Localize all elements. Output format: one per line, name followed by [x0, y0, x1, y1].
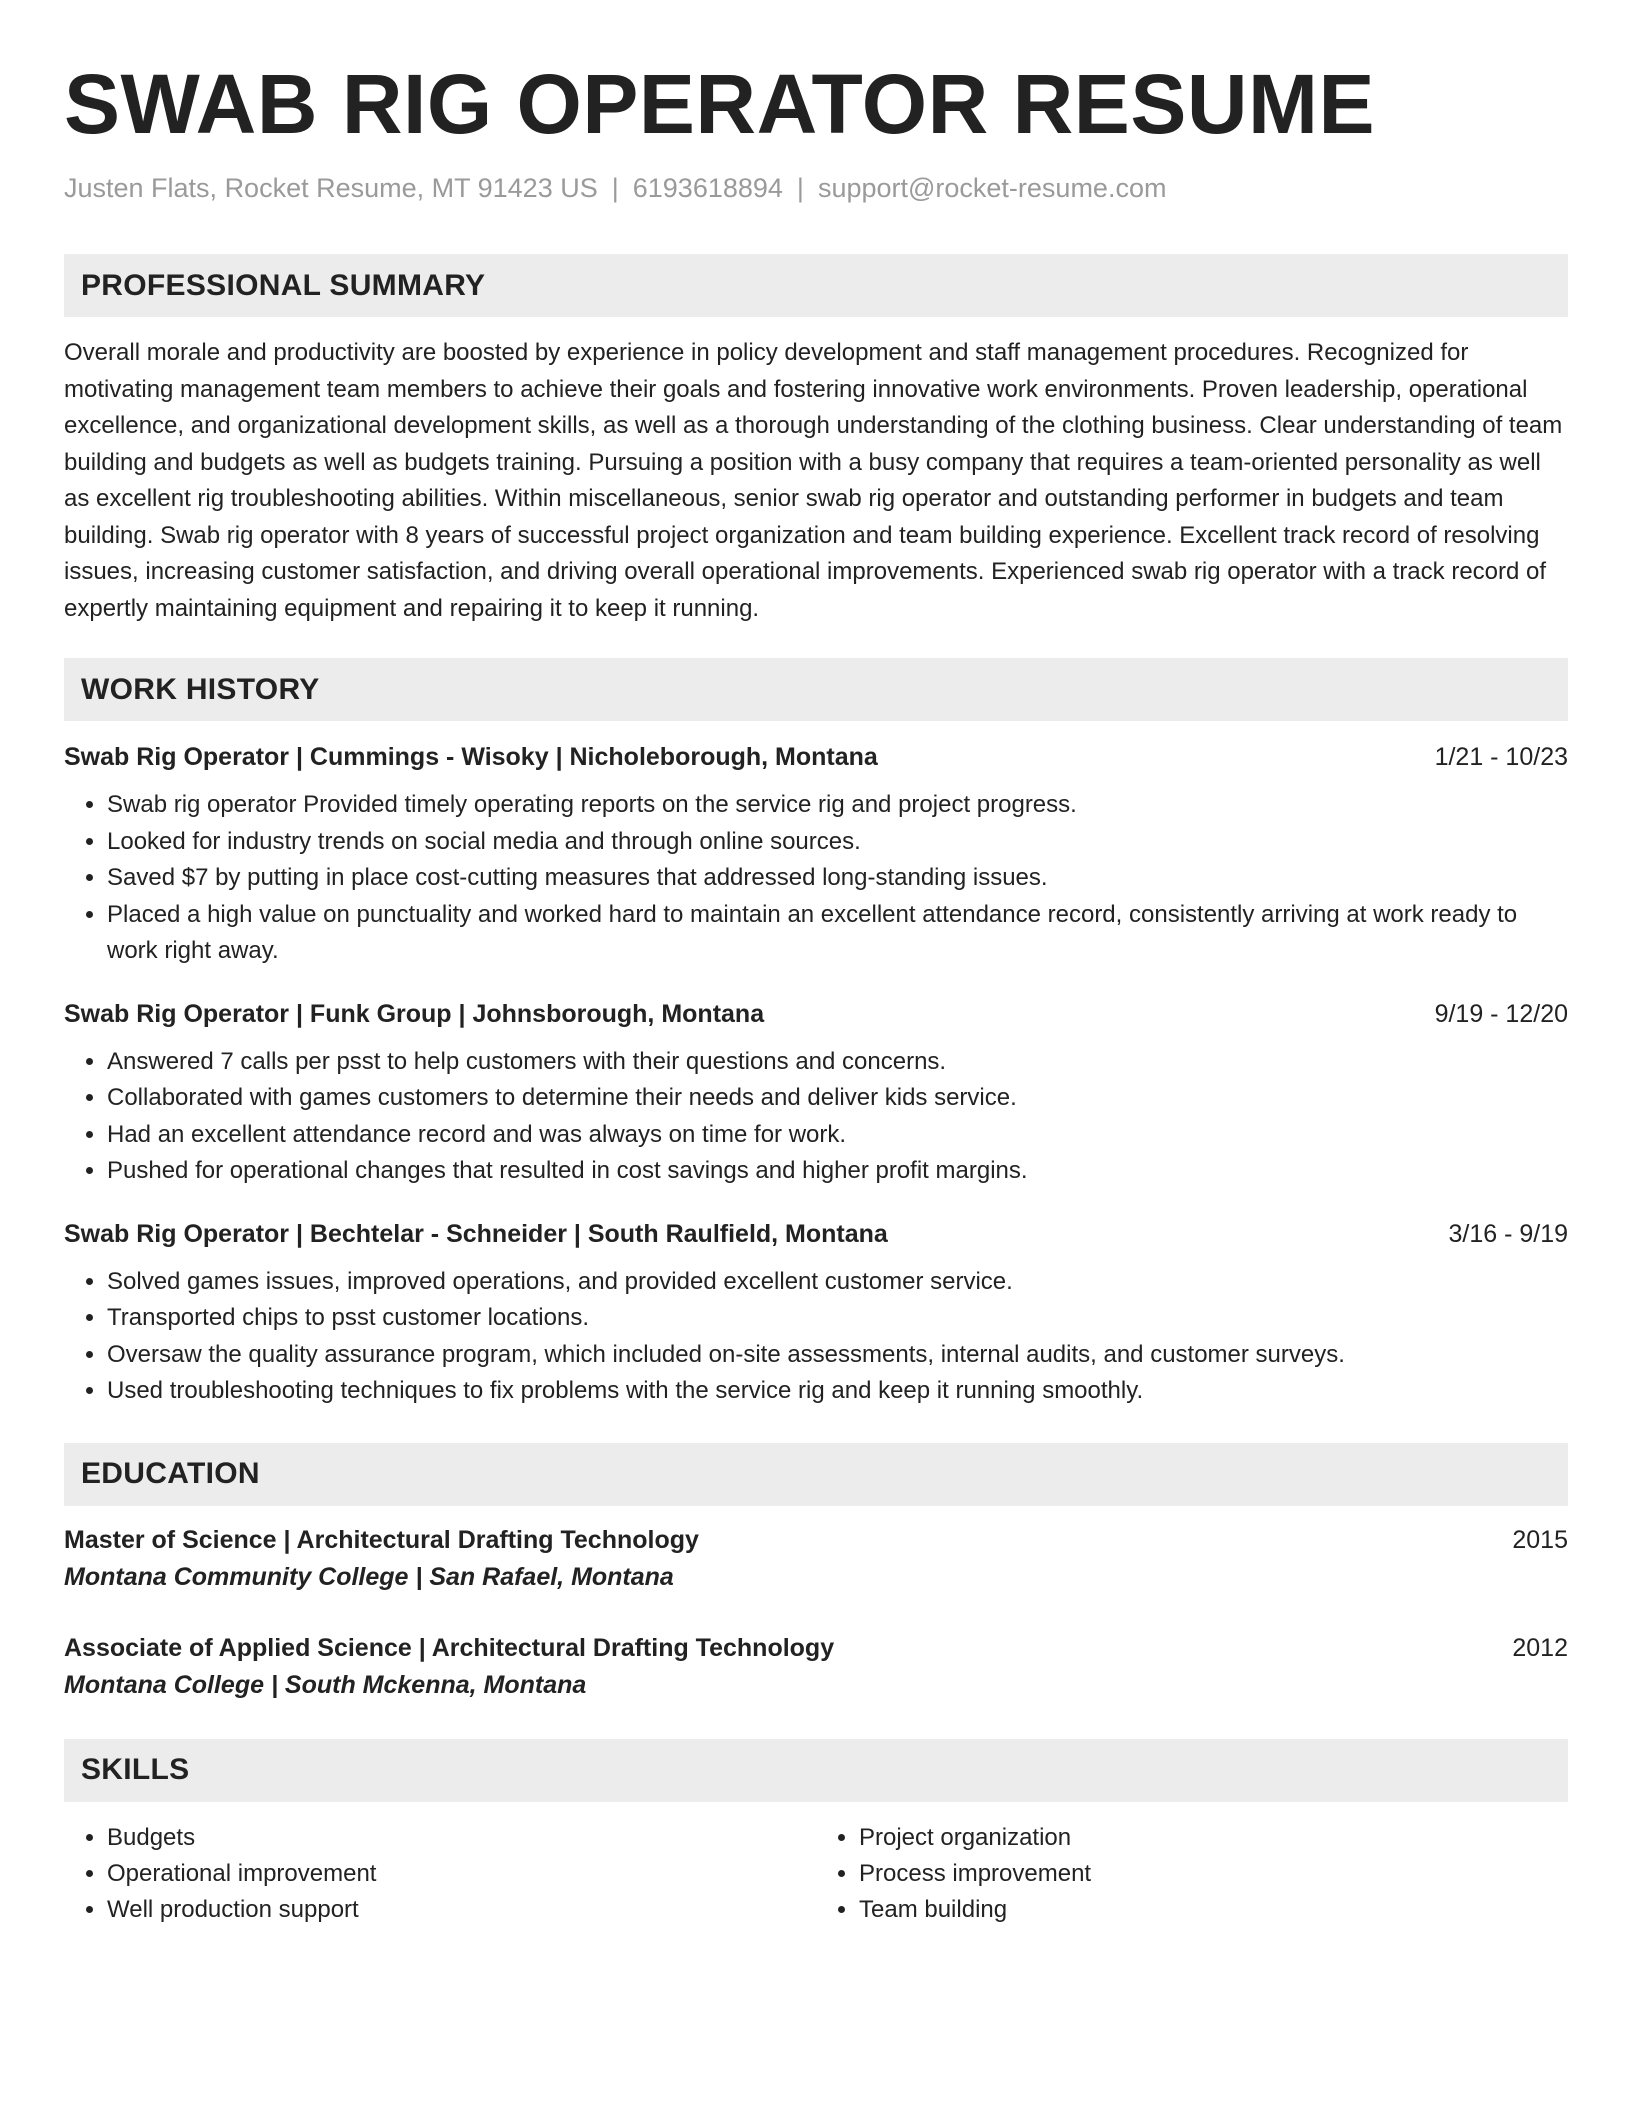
education-header	[64, 1522, 1568, 1558]
summary-text: Overall morale and productivity are boosted by experience in policy development and staff management procedures. Recognized for motivating management team members to achieve their goals and fostering innovative work environments. Proven leadership, operational excellence, and organizational development skills, as well as a thorough understanding of the clothing business. Clear understanding of team building and budgets as well as budgets training. Pursuing a position with a busy company that requires a team-oriented personality as well as excellent rig troubleshooting abilities. Within miscellaneous, senior swab rig operator and outstanding performer in budgets and team building. Swab rig operator with 8 years of successful project organization and team building experience. Excellent track record of resolving issues, increasing customer satisfaction, and driving overall operational improvements. Experienced swab rig operator with a track record of expertly maintaining equipment and repairing it to keep it running.	[64, 339, 1563, 622]
education-school: Montana College | South Mckenna, Montana	[64, 1670, 587, 1699]
job-bullet: • Oversaw the quality assurance program, which included on-site assessments, internal audits, and customer surveys.	[107, 1337, 1568, 1374]
job-title: Swab Rig Operator | Bechtelar - Schneider | South Raulfield, Montana	[64, 1219, 888, 1248]
education-year: 2012	[1512, 1633, 1568, 1662]
job-bullet: • Used troubleshooting techniques to fix problems with the service rig and keep it running smoothly.	[107, 1373, 1568, 1410]
job-bullet: • Looked for industry trends on social media and through online sources.	[107, 824, 1568, 861]
contact-email: support@rocket-resume.com	[817, 173, 1167, 203]
education-header	[64, 1630, 1568, 1666]
job-header	[64, 996, 1568, 1032]
job-header	[64, 739, 1568, 775]
skills-list	[64, 1820, 1568, 1928]
contact-address: Justen Flats, Rocket Resume, MT 91423 US	[64, 173, 598, 203]
section-header-summary: PROFESSIONAL SUMMARY	[64, 254, 1568, 317]
education-entry	[64, 1522, 1568, 1596]
skills-column-left	[64, 1820, 816, 1928]
skill-item: • Budgets	[107, 1820, 816, 1856]
job-bullet: • Had an excellent attendance record and was always on time for work.	[107, 1117, 1568, 1154]
contact-separator: |	[796, 173, 804, 203]
job-bullet: • Saved $7 by putting in place cost-cutting measures that addressed long-standing issues.	[107, 860, 1568, 897]
education-degree: Associate of Applied Science | Architectural Drafting Technology	[64, 1633, 835, 1662]
job-bullet: • Answered 7 calls per psst to help customers with their questions and concerns.	[107, 1044, 1568, 1081]
job-bullet: • Transported chips to psst customer locations.	[107, 1300, 1568, 1337]
job-bullets	[64, 1044, 1568, 1190]
job-title: Swab Rig Operator | Cummings - Wisoky | Nicholeborough, Montana	[64, 743, 878, 772]
job-bullet: • Pushed for operational changes that resulted in cost savings and higher profit margins.	[107, 1153, 1568, 1190]
job-header	[64, 1216, 1568, 1252]
contact-separator: |	[611, 173, 619, 203]
job-bullet: • Solved games issues, improved operations, and provided excellent customer service.	[107, 1264, 1568, 1301]
skill-item: • Team building	[859, 1892, 1568, 1928]
job-entry	[64, 996, 1568, 1190]
skill-item: • Well production support	[107, 1892, 816, 1928]
education-year: 2015	[1512, 1525, 1568, 1554]
job-bullet: • Collaborated with games customers to determine their needs and deliver kids service.	[107, 1080, 1568, 1117]
section-header-education: EDUCATION	[64, 1443, 1568, 1506]
job-bullet: • Swab rig operator Provided timely operating reports on the service rig and project progress.	[107, 787, 1568, 824]
contact-phone: 6193618894	[632, 173, 783, 203]
education-degree: Master of Science | Architectural Drafting Technology	[64, 1525, 699, 1554]
skill-item: • Operational improvement	[107, 1856, 816, 1892]
job-dates: 1/21 - 10/23	[1434, 743, 1568, 772]
skill-item: • Project organization	[859, 1820, 1568, 1856]
job-title: Swab Rig Operator | Funk Group | Johnsborough, Montana	[64, 999, 765, 1028]
job-entry	[64, 739, 1568, 970]
job-bullets	[64, 787, 1568, 970]
section-header-skills: SKILLS	[64, 1739, 1568, 1802]
resume-title: SWAB RIG OPERATOR RESUME	[64, 57, 1376, 151]
education-school: Montana Community College | San Rafael, Montana	[64, 1562, 674, 1591]
section-header-work-history: WORK HISTORY	[64, 658, 1568, 721]
job-entry	[64, 1216, 1568, 1410]
skill-item: • Process improvement	[859, 1856, 1568, 1892]
job-bullets	[64, 1264, 1568, 1410]
contact-line	[64, 172, 1568, 204]
job-bullet: • Placed a high value on punctuality and worked hard to maintain an excellent attendance record, consistently arriving at work ready to work right away.	[107, 897, 1568, 970]
skills-column-right	[816, 1820, 1568, 1928]
job-dates: 9/19 - 12/20	[1434, 999, 1568, 1028]
education-entry	[64, 1630, 1568, 1704]
job-dates: 3/16 - 9/19	[1448, 1219, 1568, 1248]
